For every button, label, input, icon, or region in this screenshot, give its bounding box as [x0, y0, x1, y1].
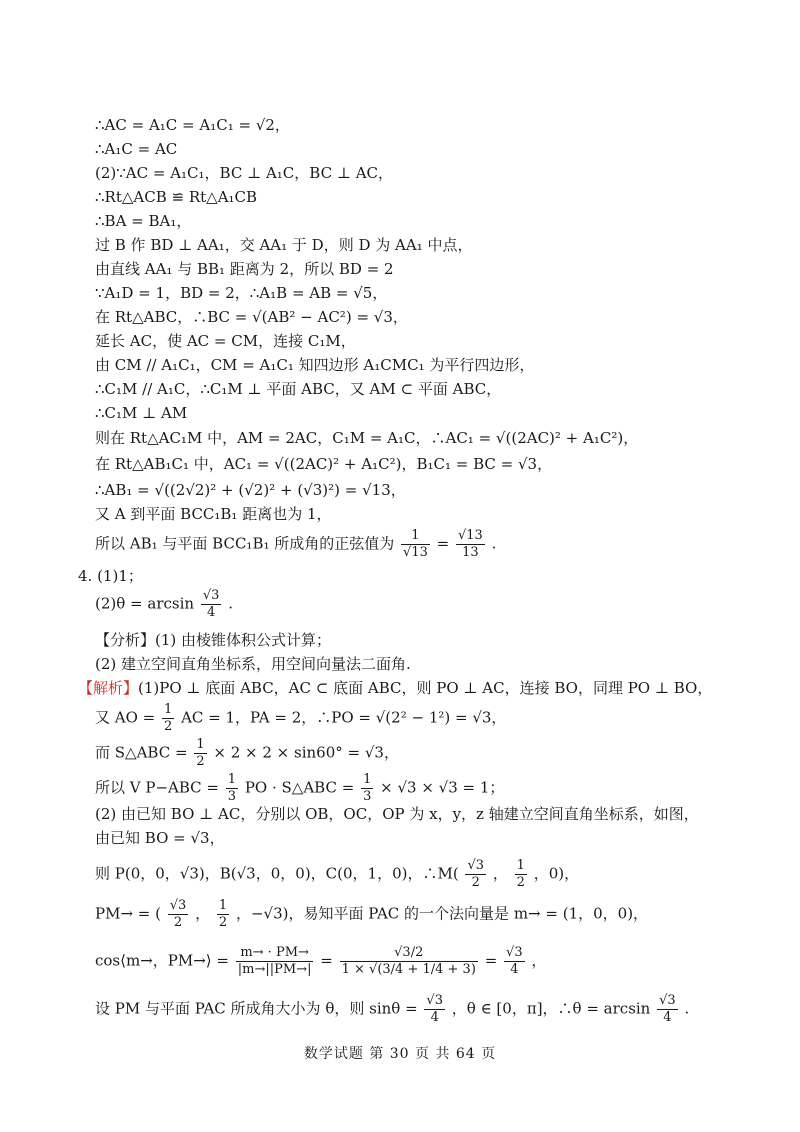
fraction: [226, 772, 238, 805]
text-segment: (2)θ = arcsin: [95, 594, 195, 613]
text-line-with-fraction: [95, 858, 579, 891]
text-line-with-fraction: [95, 945, 546, 978]
numerator: 1: [218, 898, 228, 913]
denominator: 2: [516, 875, 525, 890]
numerator: 1: [516, 858, 525, 873]
text-segment: 而 S△ABC =: [95, 743, 188, 762]
text-segment: =: [320, 951, 333, 970]
fraction: [401, 528, 430, 561]
text-line: ∴C₁M ⊥ AM: [95, 404, 188, 422]
denominator: 2: [168, 914, 189, 931]
text-line: ∴BA = BA₁，: [95, 212, 192, 230]
text-segment: ，: [531, 951, 547, 970]
numerator: √3: [169, 898, 187, 913]
text-segment: ，: [195, 904, 211, 923]
numerator: √3: [506, 945, 523, 960]
fraction: [162, 702, 174, 735]
numerator: √3: [467, 858, 485, 873]
denominator: 2: [218, 915, 228, 930]
text-segment: PO · S△ABC =: [244, 778, 355, 797]
text-line-with-fraction: [95, 898, 648, 931]
denominator: 3: [363, 789, 372, 804]
denominator: 4: [424, 1009, 445, 1026]
text-line-with-fraction: [95, 993, 689, 1026]
numerator: m→ · PM→: [240, 945, 309, 960]
solution-tag: 【解析】: [78, 679, 139, 697]
text-line: ∴AC = A₁C = A₁C₁ = √2，: [95, 116, 290, 134]
text-line-with-fraction: [95, 737, 399, 770]
numerator: 1: [164, 702, 173, 717]
denominator: 4: [201, 604, 222, 621]
question-number: 4. (1)1；: [78, 567, 143, 585]
text-segment: ，: [492, 864, 508, 883]
text-segment: =: [484, 951, 498, 970]
denominator: 3: [227, 789, 237, 804]
fraction: [515, 858, 527, 891]
fraction: [340, 945, 478, 978]
fraction: [217, 898, 229, 931]
denominator: 2: [164, 719, 173, 734]
text-segment: 所以 V P−ABC =: [95, 778, 219, 797]
numerator: 1: [411, 528, 420, 543]
text-line-with-fraction: [95, 772, 504, 805]
fraction: [361, 772, 373, 805]
text-segment: PM→ = (: [95, 904, 161, 923]
fraction: [657, 993, 678, 1026]
text-line: 延长 AC，使 AC = CM，连接 C₁M，: [95, 332, 356, 350]
solution-line: [78, 678, 712, 698]
analysis-line: 【分析】(1) 由棱锥体积公式计算；: [95, 631, 332, 649]
numerator: √3/2: [394, 945, 424, 960]
text-segment: AC = 1，PA = 2，∴PO = √(2² − 1²) = √3，: [181, 708, 507, 727]
analysis-line: (2) 建立空间直角坐标系，用空间向量法二面角.: [95, 655, 411, 673]
text-segment: ，−√3)，易知平面 PAC 的一个法向量是 m→ = (1，0，0)，: [235, 904, 649, 923]
text-line: ∴AB₁ = √((2√2)² + (√2)² + (√3)²) = √13，: [95, 481, 406, 499]
text-line-with-fraction: [95, 588, 233, 621]
denominator: √13: [403, 545, 428, 560]
numerator: √3: [202, 588, 220, 603]
text-line: 由已知 BO = √3，: [95, 829, 225, 847]
text-segment: 所以 AB₁ 与平面 BCC₁B₁ 所成角的正弦值为: [95, 534, 395, 553]
text-segment: .: [228, 594, 233, 613]
numerator: 1: [196, 737, 205, 752]
denominator: 13: [456, 544, 485, 561]
text-segment: cos⟨m→，PM→⟩ =: [95, 951, 229, 970]
fraction: [504, 945, 525, 978]
denominator: 4: [657, 1009, 678, 1026]
text-line: ∴C₁M // A₁C，∴C₁M ⊥ 平面 ABC，又 AM ⊂ 平面 ABC，: [95, 380, 502, 398]
text-line: ∴A₁C = AC: [95, 140, 178, 158]
text-segment: 则 P(0，0，√3)，B(√3，0，0)，C(0，1，0)，∴M(: [95, 864, 459, 883]
fraction: [236, 945, 314, 978]
fraction: [465, 858, 486, 891]
fraction: [424, 993, 445, 1026]
text-line: 则在 Rt△AC₁M 中，AM = 2AC，C₁M = A₁C，∴AC₁ = √((2AC)² + A₁C²)，: [95, 429, 639, 447]
text-line: ∴Rt△ACB ≌ Rt△A₁CB: [95, 188, 258, 206]
text-segment: (1)PO ⊥ 底面 ABC，AC ⊂ 底面 ABC，则 PO ⊥ AC，连接 BO，同理 PO ⊥ BO，: [138, 679, 713, 697]
text-line: (2) 由已知 BO ⊥ AC，分别以 OB，OC，OP 为 x，y，z 轴建立空间直角坐标系，如图，: [95, 805, 699, 823]
text-segment: .: [491, 534, 497, 553]
text-line-with-fraction: [95, 528, 496, 561]
text-segment: 又 AO =: [95, 708, 156, 727]
text-segment: × √3 × √3 = 1；: [380, 778, 505, 797]
text-line: 由直线 AA₁ 与 BB₁ 距离为 2，所以 BD = 2: [95, 260, 394, 278]
numerator: 1: [227, 772, 237, 787]
text-line: 在 Rt△ABC，∴BC = √(AB² − AC²) = √3，: [95, 308, 408, 326]
text-segment: 设 PM 与平面 PAC 所成角大小为 θ，则 sinθ =: [95, 999, 418, 1018]
denominator: 1 × √(3/4 + 1/4 + 3): [341, 962, 476, 977]
denominator: 2: [196, 754, 205, 769]
text-line: 在 Rt△AB₁C₁ 中，AC₁ = √((2AC)² + A₁C²)，B₁C₁ = BC = √3，: [95, 455, 553, 473]
text-segment: ，θ ∈ [0，π]，∴θ = arcsin: [451, 999, 651, 1018]
text-line: 又 A 到平面 BCC₁B₁ 距离也为 1，: [95, 505, 332, 523]
text-segment: .: [684, 999, 690, 1018]
fraction: [201, 588, 222, 621]
denominator: |m→||PM→|: [237, 962, 312, 977]
numerator: √13: [458, 528, 483, 543]
text-segment: =: [436, 534, 450, 553]
numerator: √3: [659, 993, 676, 1008]
numerator: √3: [426, 993, 443, 1008]
text-line: 过 B 作 BD ⊥ AA₁，交 AA₁ 于 D，则 D 为 AA₁ 中点，: [95, 236, 473, 254]
fraction: [456, 528, 485, 561]
page-footer: 数学试题 第 30 页 共 64 页: [303, 1046, 497, 1062]
fraction: [194, 737, 206, 770]
fraction: [168, 898, 189, 931]
text-segment: × 2 × 2 × sin60° = √3，: [213, 743, 399, 762]
text-line: ∵A₁D = 1，BD = 2，∴A₁B = AB = √5，: [95, 284, 388, 302]
text-line: (2)∵AC = A₁C₁，BC ⊥ A₁C，BC ⊥ AC，: [95, 164, 394, 182]
numerator: 1: [363, 772, 372, 787]
text-line-with-fraction: [95, 702, 506, 735]
text-line: 由 CM // A₁C₁，CM = A₁C₁ 知四边形 A₁CMC₁ 为平行四边形，: [95, 356, 535, 374]
text-segment: ，0)，: [533, 864, 580, 883]
denominator: 4: [504, 961, 525, 978]
denominator: 2: [465, 874, 486, 891]
